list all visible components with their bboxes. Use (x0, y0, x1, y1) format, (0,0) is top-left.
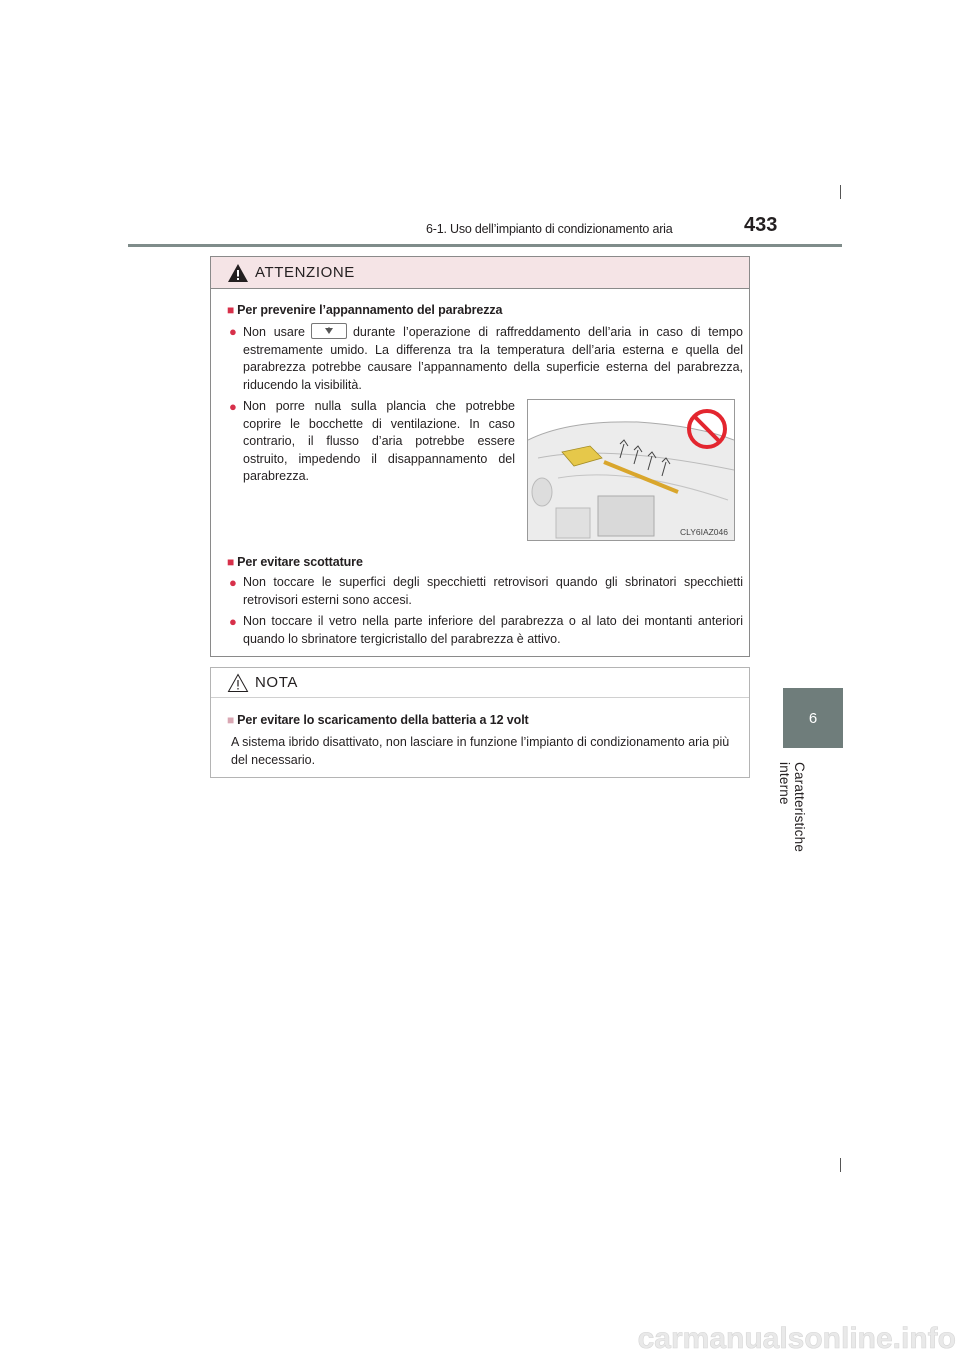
warning-box (210, 256, 750, 657)
header-rule (128, 244, 842, 247)
round-bullet-icon: ● (229, 575, 237, 590)
square-bullet-icon: ■ (227, 303, 235, 317)
square-bullet-icon: ■ (227, 713, 235, 727)
note-box (210, 667, 750, 778)
warning-triangle-icon (227, 263, 249, 283)
crop-mark-top (840, 185, 841, 199)
warning-title: ATTENZIONE (255, 264, 355, 281)
bullet-mirror-surfaces: ● Non toccare le superfici degli specchietti retrovisori quando gli sbrinatori specchietti retrovisori esterni sono accesi. (229, 575, 743, 607)
bullet-dashboard-vents: ● Non porre nulla sulla plancia che potrebbe coprire le bocchette di ventilazione. In caso contrario, il flusso d’aria potrebbe essere ostruito, impedendo il disappannamento del parabrezza. (229, 399, 515, 483)
note-header (211, 668, 749, 698)
illustration-code: CLY6IAZ046 (679, 527, 728, 537)
bullet-humid-weather: ● Non usare durante l’operazione di raffreddamento dell’aria in caso di tempo estremamente umido. La differenza tra la temperatura dell’aria esterna e quella del parabrezza potrebbe causare l’appannamento della superficie esterna del parabrezza, riducendo la visibilità. (229, 324, 743, 392)
prohibited-icon (686, 408, 728, 450)
section-heading-fogging: ■ Per prevenire l’appannamento del parabrezza (227, 303, 503, 317)
dashboard-illustration (527, 399, 735, 541)
note-body: A sistema ibrido disattivato, non lasciare in funzione l’impianto di condizionamento aria più del necessario. (231, 735, 730, 767)
crop-mark-bottom (840, 1158, 841, 1172)
chapter-tab[interactable] (783, 688, 843, 748)
round-bullet-icon: ● (229, 399, 237, 414)
square-bullet-icon: ■ (227, 555, 235, 569)
defroster-key-icon (311, 323, 347, 339)
round-bullet-icon: ● (229, 614, 237, 629)
note-heading: ■ Per evitare lo scaricamento della batteria a 12 volt (227, 713, 529, 727)
chapter-number: 6 (808, 709, 818, 727)
bullet-windshield-glass: ● Non toccare il vetro nella parte inferiore del parabrezza o al lato dei montanti anteriori quando lo sbrinatore tergicristallo del parabrezza è attivo. (229, 614, 743, 646)
section-heading-burns: ■ Per evitare scottature (227, 555, 363, 569)
chapter-title: Caratteristiche interne (777, 762, 807, 853)
warning-header (211, 257, 749, 289)
watermark (0, 1320, 960, 1358)
section-title: 6-1. Uso dell’impianto di condizionamento aria (426, 222, 673, 236)
note-title: NOTA (255, 674, 298, 691)
page-number: 433 (744, 214, 778, 236)
svg-text:carmanualsonline.info: carmanualsonline.info (637, 1322, 956, 1355)
round-bullet-icon: ● (229, 324, 237, 339)
caution-triangle-icon (227, 673, 249, 693)
